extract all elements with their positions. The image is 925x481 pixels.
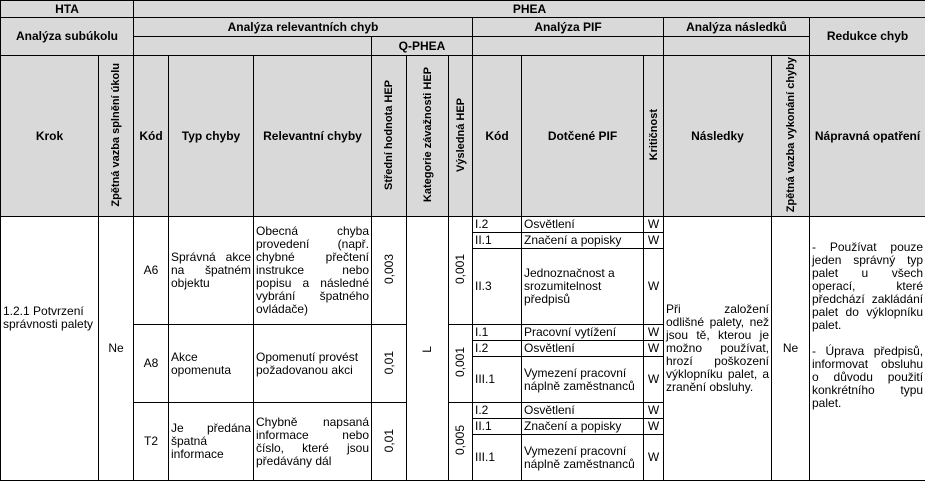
error-code: T2 [134, 403, 169, 481]
mean-hep-cell [372, 217, 407, 325]
pif-criticality: W [644, 217, 664, 233]
error-type: Akce opomenuta [169, 325, 254, 403]
relevant-error: Opomenutí provést požadovanou akci [254, 325, 372, 403]
resulting-hep-value: 0,001 [454, 254, 467, 284]
col-mean-hep-label: Střední hodnota HEP [383, 80, 395, 190]
corrective-measures [810, 217, 925, 481]
error-feedback: Ne [772, 217, 810, 481]
task-feedback: Ne [99, 217, 134, 481]
corrective-measure-1: - Používat pouze jeden správný typ palet u všech operací, které předchází zakládání palet do výklopníku palet. [812, 241, 923, 332]
pif-code: III.1 [473, 357, 522, 403]
pif-criticality: W [644, 341, 664, 357]
col-criticality-label: Kritičnost [648, 109, 660, 160]
pif-criticality: W [644, 419, 664, 435]
pif-code: I.2 [473, 341, 522, 357]
resulting-hep-value: 0,001 [454, 347, 467, 377]
corrective-measure-2: - Úprava předpisů, informovat obsluhu o důvodu použití konkrétního typu palet. [812, 345, 923, 410]
col-step: Krok [1, 56, 99, 217]
mean-hep-value: 0,003 [383, 254, 396, 284]
pif-name: Vymezení pracovní náplně zaměstnanců [522, 357, 644, 403]
header-error-reduction: Redukce chyb [810, 18, 925, 56]
pif-code: I.1 [473, 325, 522, 341]
pif-criticality: W [644, 403, 664, 419]
header-hta: HTA [1, 1, 134, 18]
pif-code: II.1 [473, 233, 522, 249]
resulting-hep-cell [449, 325, 473, 403]
col-resulting-hep [449, 56, 473, 217]
error-code: A8 [134, 325, 169, 403]
task-step: 1.2.1 Potvrzení správnosti palety [1, 217, 99, 481]
col-code: Kód [134, 56, 169, 217]
mean-hep-cell [372, 403, 407, 481]
header-relevant-errors-analysis: Analýza relevantních chyb [134, 18, 473, 37]
pif-criticality: W [644, 357, 664, 403]
mean-hep-cell [372, 325, 407, 403]
header-subtask-analysis: Analýza subúkolu [1, 18, 134, 56]
resulting-hep-cell [449, 217, 473, 325]
pif-name: Osvětlení [522, 217, 644, 233]
col-consequences: Následky [664, 56, 772, 217]
pif-name: Osvětlení [522, 403, 644, 419]
col-severity-category [407, 56, 449, 217]
col-relevant-errors: Relevantní chyby [254, 56, 372, 217]
col-pif-code: Kód [473, 56, 522, 217]
col-feedback-error [772, 56, 810, 217]
header-q-phea: Q-PHEA [372, 37, 473, 56]
col-mean-hep [372, 56, 407, 217]
pif-criticality: W [644, 325, 664, 341]
pif-name: Značení a popisky [522, 233, 644, 249]
pif-name: Značení a popisky [522, 419, 644, 435]
header-phea: PHEA [134, 1, 925, 18]
severity-category-value: L [421, 346, 434, 353]
consequences: Při založení odlišné palety, než jsou tě, kterou je možno používat, hrozí poškození výklopníku palet, a zranění obsluhy. [664, 217, 772, 481]
header-spacer-pif [473, 37, 664, 56]
pif-name: Osvětlení [522, 341, 644, 357]
pif-name: Jednoznačnost a srozumitelnost předpisů [522, 249, 644, 325]
resulting-hep-cell [449, 403, 473, 481]
pif-criticality: W [644, 233, 664, 249]
error-code: A6 [134, 217, 169, 325]
col-corrective-measures: Nápravná opatření [810, 56, 925, 217]
relevant-error: Obecná chyba provedení (např. chybné přečtení instrukce nebo popisu a následné vybrání špatného ovládače) [254, 217, 372, 325]
header-spacer-left [134, 37, 372, 56]
pif-name: Vymezení pracovní náplně zaměstnanců [522, 435, 644, 481]
pif-code: I.2 [473, 217, 522, 233]
header-pif-analysis: Analýza PIF [473, 18, 664, 37]
header-consequences-analysis: Analýza následků [664, 18, 810, 37]
relevant-error: Chybně napsaná informace nebo číslo, které jsou předávány dál [254, 403, 372, 481]
mean-hep-value: 0,01 [383, 351, 396, 374]
error-type: Správná akce na špatném objektu [169, 217, 254, 325]
pif-code: II.3 [473, 249, 522, 325]
col-error-type: Typ chyby [169, 56, 254, 217]
pif-code: I.2 [473, 403, 522, 419]
pif-criticality: W [644, 435, 664, 481]
pif-code: III.1 [473, 435, 522, 481]
col-feedback-task [99, 56, 134, 217]
mean-hep-value: 0,01 [383, 429, 396, 452]
header-spacer-consequences [664, 37, 810, 56]
col-resulting-hep-label: Výsledná HEP [455, 98, 467, 172]
col-feedback-task-label: Zpětná vazba splnění úkolu [110, 63, 122, 207]
pif-code: II.1 [473, 419, 522, 435]
col-severity-category-label: Kategorie závažnosti HEP [422, 67, 434, 202]
error-type: Je předána špatná informace [169, 403, 254, 481]
col-criticality [644, 56, 664, 217]
pif-name: Pracovní vytížení [522, 325, 644, 341]
resulting-hep-value: 0,005 [454, 425, 467, 455]
pif-criticality: W [644, 249, 664, 325]
severity-category [407, 217, 449, 481]
col-feedback-error-label: Zpětná vazba vykonání chyby [785, 57, 797, 212]
col-affected-pif: Dotčené PIF [522, 56, 644, 217]
